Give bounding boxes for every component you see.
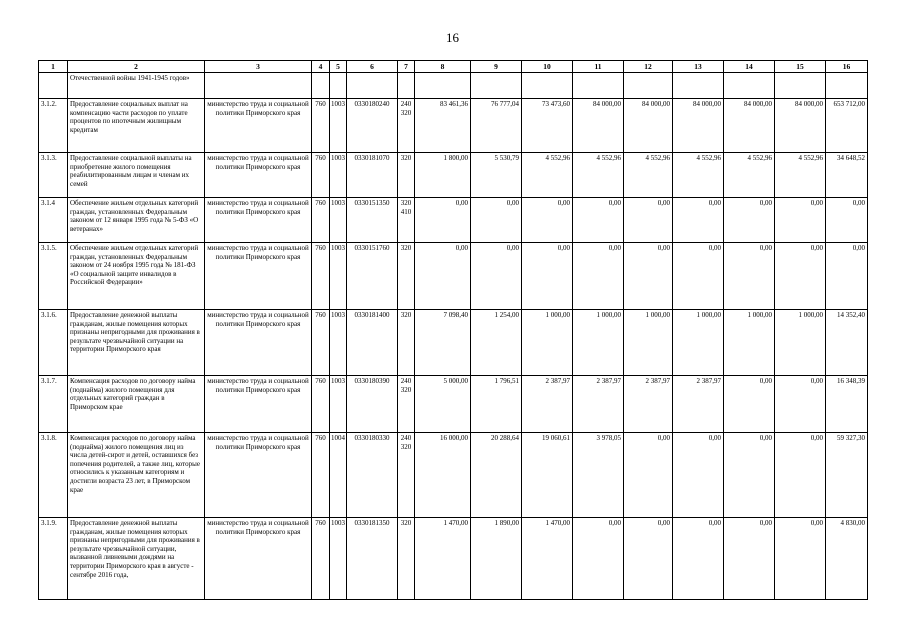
rzpr-code-cell: 1004 — [330, 433, 347, 518]
value-col-12-cell: 1 000,00 — [624, 310, 673, 376]
table-row — [39, 198, 868, 243]
csr-code-cell: 0330151760 — [347, 243, 398, 310]
table-row — [39, 310, 868, 376]
grbs-code-cell: 760 — [312, 198, 330, 243]
csr-code-cell: 0330180240 — [347, 99, 398, 153]
value-col-9-cell: 1 254,00 — [471, 310, 522, 376]
value-col-9-cell: 20 288,64 — [471, 433, 522, 518]
row-number-cell: 3.1.9. — [39, 518, 68, 600]
vr-code-cell: 320 — [398, 310, 415, 376]
grbs-code-cell: 760 — [312, 518, 330, 600]
value-col-12-cell: 2 387,97 — [624, 376, 673, 433]
table-row — [39, 518, 868, 600]
value-col-10-cell: 0,00 — [522, 198, 573, 243]
measure-name-cell: Предоставление денежной выплаты гражданам, жилые помещения которых признаны непригодными для проживания в результате чрезвычайной ситуации, вызванной ливневыми дождями на территории Приморского края в августе - сентябре 2016 года, — [68, 518, 205, 600]
value-col-14-cell — [724, 73, 775, 99]
value-col-15-cell — [775, 73, 826, 99]
row-number-cell: 3.1.2. — [39, 99, 68, 153]
measure-name-cell: Компенсация расходов по договору найма (поднайма) жилого помещения для отдельных категорий граждан в Приморском крае — [68, 376, 205, 433]
value-col-11-cell: 0,00 — [573, 518, 624, 600]
row-number-cell: 3.1.4 — [39, 198, 68, 243]
value-col-11-cell: 2 387,97 — [573, 376, 624, 433]
measure-name-cell: Предоставление социальной выплаты на приобретение жилого помещения реабилитированным лицам и членам их семей — [68, 153, 205, 198]
total-cell — [826, 73, 868, 99]
value-col-13-cell — [673, 73, 724, 99]
value-col-13-cell: 0,00 — [673, 518, 724, 600]
value-col-13-cell: 0,00 — [673, 198, 724, 243]
rzpr-code-cell: 1003 — [330, 376, 347, 433]
value-col-8-cell: 1 470,00 — [415, 518, 471, 600]
total-cell: 0,00 — [826, 243, 868, 310]
total-cell: 14 352,40 — [826, 310, 868, 376]
value-col-15-cell: 0,00 — [775, 518, 826, 600]
row-number-cell: 3.1.7. — [39, 376, 68, 433]
total-cell: 16 348,39 — [826, 376, 868, 433]
value-col-10-cell: 2 387,97 — [522, 376, 573, 433]
rzpr-code-cell: 1003 — [330, 153, 347, 198]
grbs-code-cell: 760 — [312, 433, 330, 518]
column-header: 4 — [312, 61, 330, 73]
executor-cell: министерство труда и социальной политики Приморского края — [205, 99, 312, 153]
measure-name-cell: Обеспечение жильем отдельных категорий граждан, установленных Федеральным законом от 12 января 1995 года № 5-ФЗ «О ветеранах» — [68, 198, 205, 243]
csr-code-cell: 0330180330 — [347, 433, 398, 518]
value-col-12-cell — [624, 73, 673, 99]
table-row — [39, 433, 868, 518]
value-col-8-cell: 5 000,00 — [415, 376, 471, 433]
value-col-14-cell: 4 552,96 — [724, 153, 775, 198]
value-col-9-cell: 1 890,00 — [471, 518, 522, 600]
total-cell: 0,00 — [826, 198, 868, 243]
value-col-10-cell: 0,00 — [522, 243, 573, 310]
column-header: 8 — [415, 61, 471, 73]
vr-code-cell: 240 320 — [398, 433, 415, 518]
executor-cell — [205, 73, 312, 99]
column-header: 12 — [624, 61, 673, 73]
csr-code-cell: 0330181350 — [347, 518, 398, 600]
value-col-14-cell: 1 000,00 — [724, 310, 775, 376]
rzpr-code-cell: 1003 — [330, 99, 347, 153]
value-col-9-cell: 76 777,04 — [471, 99, 522, 153]
row-number-cell: 3.1.3. — [39, 153, 68, 198]
executor-cell: министерство труда и социальной политики Приморского края — [205, 243, 312, 310]
column-header: 2 — [68, 61, 205, 73]
value-col-15-cell: 4 552,96 — [775, 153, 826, 198]
vr-code-cell: 320 410 — [398, 198, 415, 243]
executor-cell: министерство труда и социальной политики Приморского края — [205, 518, 312, 600]
table-row — [39, 243, 868, 310]
column-header: 11 — [573, 61, 624, 73]
total-cell: 34 648,52 — [826, 153, 868, 198]
value-col-15-cell: 84 000,00 — [775, 99, 826, 153]
row-number-cell: 3.1.6. — [39, 310, 68, 376]
value-col-14-cell: 0,00 — [724, 518, 775, 600]
vr-code-cell: 320 — [398, 243, 415, 310]
value-col-15-cell: 0,00 — [775, 243, 826, 310]
measure-name-cell: Предоставление социальных выплат на компенсацию части расходов по уплате процентов по ипотечным жилищным кредитам — [68, 99, 205, 153]
value-col-12-cell: 84 000,00 — [624, 99, 673, 153]
column-header: 10 — [522, 61, 573, 73]
column-header: 1 — [39, 61, 68, 73]
rzpr-code-cell: 1003 — [330, 518, 347, 600]
value-col-11-cell: 84 000,00 — [573, 99, 624, 153]
column-header: 6 — [347, 61, 398, 73]
value-col-8-cell: 16 000,00 — [415, 433, 471, 518]
executor-cell: министерство труда и социальной политики Приморского края — [205, 198, 312, 243]
value-col-12-cell: 0,00 — [624, 518, 673, 600]
row-number-cell: 3.1.5. — [39, 243, 68, 310]
column-header: 13 — [673, 61, 724, 73]
csr-code-cell — [347, 73, 398, 99]
value-col-13-cell: 2 387,97 — [673, 376, 724, 433]
value-col-14-cell: 0,00 — [724, 243, 775, 310]
grbs-code-cell: 760 — [312, 153, 330, 198]
rzpr-code-cell: 1003 — [330, 243, 347, 310]
value-col-11-cell: 0,00 — [573, 243, 624, 310]
table-body — [39, 73, 868, 600]
table-header-row — [39, 61, 868, 73]
value-col-12-cell: 0,00 — [624, 198, 673, 243]
value-col-14-cell: 0,00 — [724, 376, 775, 433]
column-header: 9 — [471, 61, 522, 73]
value-col-15-cell: 0,00 — [775, 376, 826, 433]
value-col-10-cell — [522, 73, 573, 99]
column-header: 7 — [398, 61, 415, 73]
csr-code-cell: 0330181400 — [347, 310, 398, 376]
value-col-8-cell: 1 800,00 — [415, 153, 471, 198]
total-cell: 653 712,00 — [826, 99, 868, 153]
rzpr-code-cell — [330, 73, 347, 99]
column-header: 16 — [826, 61, 868, 73]
value-col-9-cell: 0,00 — [471, 198, 522, 243]
csr-code-cell: 0330181070 — [347, 153, 398, 198]
value-col-15-cell: 0,00 — [775, 433, 826, 518]
row-number-cell — [39, 73, 68, 99]
grbs-code-cell: 760 — [312, 376, 330, 433]
executor-cell: министерство труда и социальной политики Приморского края — [205, 310, 312, 376]
budget-table — [38, 60, 868, 600]
column-header: 3 — [205, 61, 312, 73]
value-col-8-cell: 0,00 — [415, 198, 471, 243]
value-col-8-cell: 0,00 — [415, 243, 471, 310]
measure-name-cell: Предоставление денежной выплаты гражданам, жилые помещения которых признаны непригодными для проживания в результате чрезвычайной ситуации на территории Приморского края — [68, 310, 205, 376]
measure-name-cell: Обеспечение жильем отдельных категорий граждан, установленных Федеральным законом от 24 ноября 1995 года № 181-ФЗ «О социальной защите инвалидов в Российской Федерации» — [68, 243, 205, 310]
value-col-15-cell: 0,00 — [775, 198, 826, 243]
executor-cell: министерство труда и социальной политики Приморского края — [205, 376, 312, 433]
value-col-10-cell: 4 552,96 — [522, 153, 573, 198]
value-col-12-cell: 0,00 — [624, 243, 673, 310]
value-col-12-cell: 4 552,96 — [624, 153, 673, 198]
csr-code-cell: 0330151350 — [347, 198, 398, 243]
value-col-9-cell: 1 796,51 — [471, 376, 522, 433]
value-col-9-cell: 0,00 — [471, 243, 522, 310]
vr-code-cell: 240 320 — [398, 99, 415, 153]
value-col-8-cell: 7 098,40 — [415, 310, 471, 376]
value-col-13-cell: 0,00 — [673, 243, 724, 310]
grbs-code-cell: 760 — [312, 243, 330, 310]
value-col-15-cell: 1 000,00 — [775, 310, 826, 376]
value-col-13-cell: 0,00 — [673, 433, 724, 518]
table-row — [39, 99, 868, 153]
value-col-10-cell: 1 470,00 — [522, 518, 573, 600]
rzpr-code-cell: 1003 — [330, 310, 347, 376]
column-header: 5 — [330, 61, 347, 73]
vr-code-cell — [398, 73, 415, 99]
value-col-10-cell: 73 473,60 — [522, 99, 573, 153]
value-col-14-cell: 84 000,00 — [724, 99, 775, 153]
executor-cell: министерство труда и социальной политики Приморского края — [205, 153, 312, 198]
value-col-9-cell: 5 530,79 — [471, 153, 522, 198]
table-row — [39, 376, 868, 433]
column-header: 14 — [724, 61, 775, 73]
value-col-8-cell — [415, 73, 471, 99]
value-col-14-cell: 0,00 — [724, 433, 775, 518]
value-col-11-cell — [573, 73, 624, 99]
vr-code-cell: 240 320 — [398, 376, 415, 433]
table-row — [39, 73, 868, 99]
total-cell: 4 830,00 — [826, 518, 868, 600]
value-col-11-cell: 0,00 — [573, 198, 624, 243]
value-col-14-cell: 0,00 — [724, 198, 775, 243]
value-col-10-cell: 1 000,00 — [522, 310, 573, 376]
value-col-11-cell: 3 978,05 — [573, 433, 624, 518]
measure-name-cell: Компенсация расходов по договору найма (поднайма) жилого помещения лиц из числа детей-сирот и детей, оставшихся без попечения родителей, а также лиц, которые относились к указанным категориям и достигли возраста 23 лет, в Приморском крае — [68, 433, 205, 518]
value-col-12-cell: 0,00 — [624, 433, 673, 518]
value-col-8-cell: 83 461,36 — [415, 99, 471, 153]
rzpr-code-cell: 1003 — [330, 198, 347, 243]
value-col-13-cell: 84 000,00 — [673, 99, 724, 153]
csr-code-cell: 0330180390 — [347, 376, 398, 433]
row-number-cell: 3.1.8. — [39, 433, 68, 518]
value-col-9-cell — [471, 73, 522, 99]
table-row — [39, 153, 868, 198]
grbs-code-cell: 760 — [312, 99, 330, 153]
page-number: 16 — [446, 30, 459, 45]
grbs-code-cell — [312, 73, 330, 99]
column-header: 15 — [775, 61, 826, 73]
executor-cell: министерство труда и социальной политики Приморского края — [205, 433, 312, 518]
value-col-13-cell: 1 000,00 — [673, 310, 724, 376]
value-col-10-cell: 19 060,61 — [522, 433, 573, 518]
vr-code-cell: 320 — [398, 153, 415, 198]
value-col-11-cell: 4 552,96 — [573, 153, 624, 198]
vr-code-cell: 320 — [398, 518, 415, 600]
total-cell: 59 327,30 — [826, 433, 868, 518]
grbs-code-cell: 760 — [312, 310, 330, 376]
value-col-11-cell: 1 000,00 — [573, 310, 624, 376]
value-col-13-cell: 4 552,96 — [673, 153, 724, 198]
measure-name-cell: Отечественной войны 1941-1945 годов» — [68, 73, 205, 99]
